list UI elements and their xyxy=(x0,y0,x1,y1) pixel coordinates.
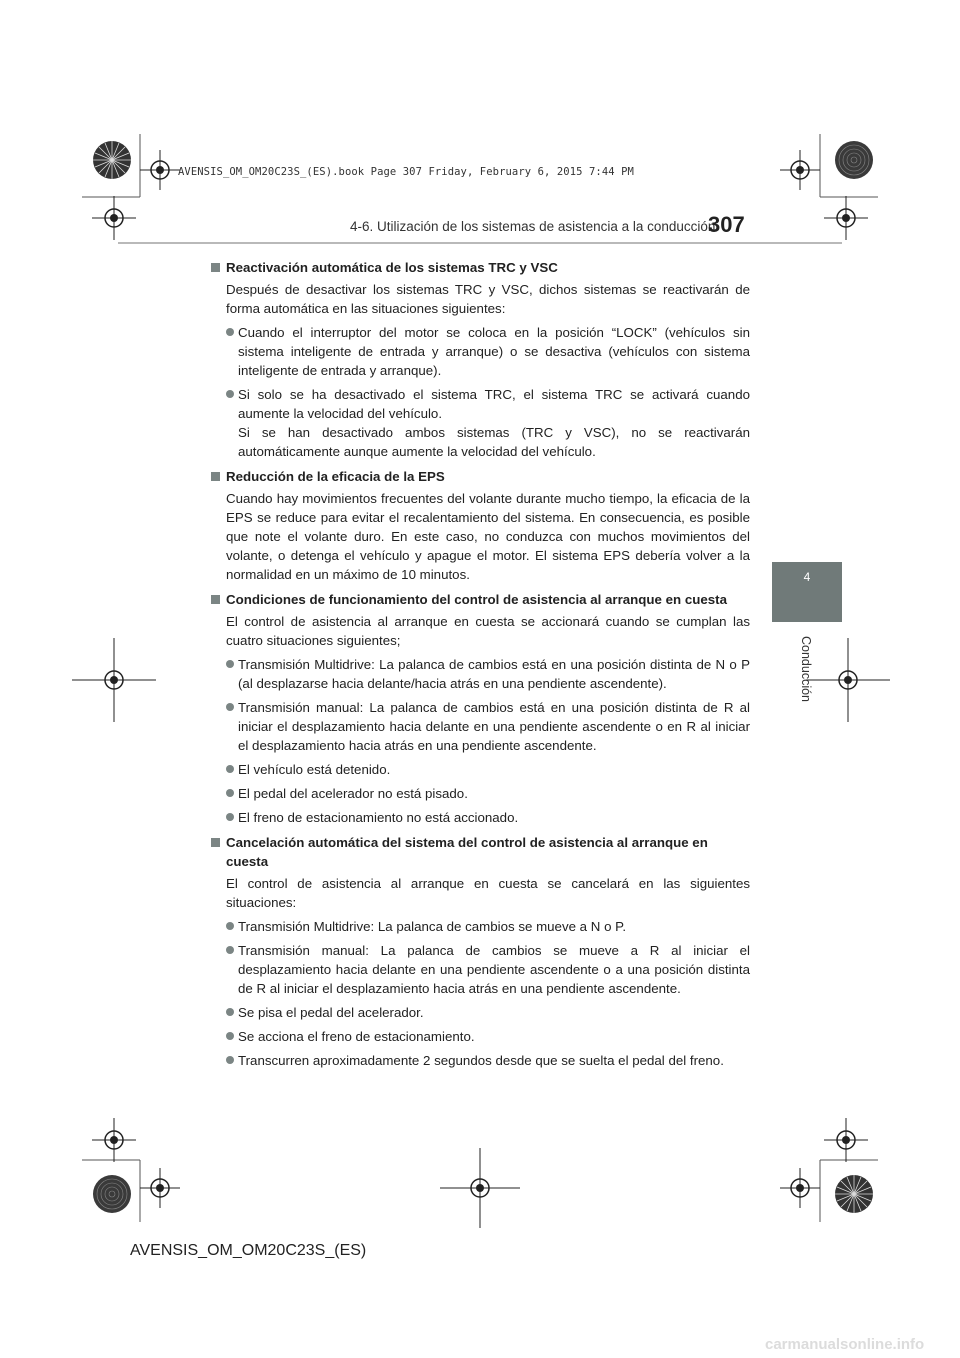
section-paragraph: El control de asistencia al arranque en cuesta se accionará cuando se cumplan las cuatro situaciones siguientes; xyxy=(226,614,750,648)
list-item: El freno de estacionamiento no está accionado. xyxy=(210,808,750,827)
registration-mark-icon xyxy=(824,196,868,240)
registration-mark-icon xyxy=(780,150,820,190)
section-paragraph: El control de asistencia al arranque en cuesta se cancelará en las siguientes situaciones: xyxy=(226,876,750,910)
registration-mark-icon xyxy=(440,1148,520,1228)
registration-mark-icon xyxy=(92,196,136,240)
list-item: Transmisión manual: La palanca de cambios está en una posición distinta de R al iniciar el desplazamiento hacia delante en una pendiente ascendente o en R al iniciar el desplazamiento hacia atrás en una pendiente ascendente. xyxy=(210,698,750,755)
list-item: Transmisión Multidrive: La palanca de cambios se mueve a N o P. xyxy=(210,917,750,936)
header-rule xyxy=(118,242,842,244)
list-item: El pedal del acelerador no está pisado. xyxy=(210,784,750,803)
list-item: Transcurren aproximadamente 2 segundos desde que se suelta el pedal del freno. xyxy=(210,1051,750,1070)
list-item: Se pisa el pedal del acelerador. xyxy=(210,1003,750,1022)
section xyxy=(210,467,750,584)
section-paragraph: Cuando hay movimientos frecuentes del volante durante mucho tiempo, la eficacia de la EPS se reduce para evitar el recalentamiento del sistema. En consecuencia, es posible que note el volante duro. En este caso, no conduzca con muchos movimientos del volante, o detenga el vehículo y apague el motor. El sistema EPS debería volver a la normalidad en un máximo de 10 minutos. xyxy=(226,491,750,582)
list-item: Cuando el interruptor del motor se coloca en la posición “LOCK” (vehículos sin sistema inteligente de entrada y arranque) o se desactiva (vehículos con sistema inteligente de entrada y arranque). xyxy=(210,323,750,380)
section-title: Reactivación automática de los sistemas TRC y VSC xyxy=(210,258,750,277)
starburst-icon xyxy=(92,1174,132,1214)
starburst-icon xyxy=(834,1174,874,1214)
registration-mark-icon xyxy=(806,638,890,722)
section-title: Reducción de la eficacia de la EPS xyxy=(210,467,750,486)
registration-mark-icon xyxy=(72,638,156,722)
list-item: Transmisión manual: La palanca de cambios se mueve a R al iniciar el desplazamiento hacia delante en una pendiente ascendente o a una posición distinta de R al iniciar el desplazamiento hacia atrás en una pendiente ascendente. xyxy=(210,941,750,998)
list-item: Se acciona el freno de estacionamiento. xyxy=(210,1027,750,1046)
registration-mark-icon xyxy=(824,1118,868,1162)
registration-mark-icon xyxy=(140,1168,180,1208)
list-item: El vehículo está detenido. xyxy=(210,760,750,779)
chapter-title: 4-6. Utilización de los sistemas de asistencia a la conducción xyxy=(350,219,716,234)
chapter-tab-label-text: Conducción xyxy=(799,635,813,702)
registration-mark-icon xyxy=(140,150,180,190)
registration-mark-icon xyxy=(780,1168,820,1208)
book-info-line: AVENSIS_OM_OM20C23S_(ES).book Page 307 Friday, February 6, 2015 7:44 PM xyxy=(178,166,634,178)
starburst-icon xyxy=(92,140,132,180)
chapter-tab xyxy=(772,562,842,622)
chapter-tab-label xyxy=(792,632,813,712)
watermark: carmanualsonline.info xyxy=(765,1336,925,1353)
list-item: Transmisión Multidrive: La palanca de cambios está en una posición distinta de N o P (al desplazarse hacia delante/hacia atrás en una pendiente ascendente). xyxy=(210,655,750,693)
page-content xyxy=(210,255,750,1076)
section xyxy=(210,258,750,461)
section-paragraph: Después de desactivar los sistemas TRC y VSC, dichos sistemas se reactivarán de forma automática en las situaciones siguientes: xyxy=(226,282,750,316)
registration-mark-icon xyxy=(92,1118,136,1162)
section-title: Condiciones de funcionamiento del control de asistencia al arranque en cuesta xyxy=(210,590,750,609)
list-item: Si solo se ha desactivado el sistema TRC, el sistema TRC se activará cuando aumente la velocidad del vehículo. Si se han desactivado ambos sistemas (TRC y VSC), no se reactivarán automáticamente aunque aumente la velocidad del vehículo. xyxy=(210,385,750,461)
starburst-icon xyxy=(834,140,874,180)
page-number: 307 xyxy=(708,212,745,237)
section xyxy=(210,590,750,827)
section-title: Cancelación automática del sistema del control de asistencia al arranque en cuesta xyxy=(210,833,750,871)
chapter-tab-number: 4 xyxy=(803,570,811,584)
document-code: AVENSIS_OM_OM20C23S_(ES) xyxy=(130,1242,367,1259)
section xyxy=(210,833,750,1070)
